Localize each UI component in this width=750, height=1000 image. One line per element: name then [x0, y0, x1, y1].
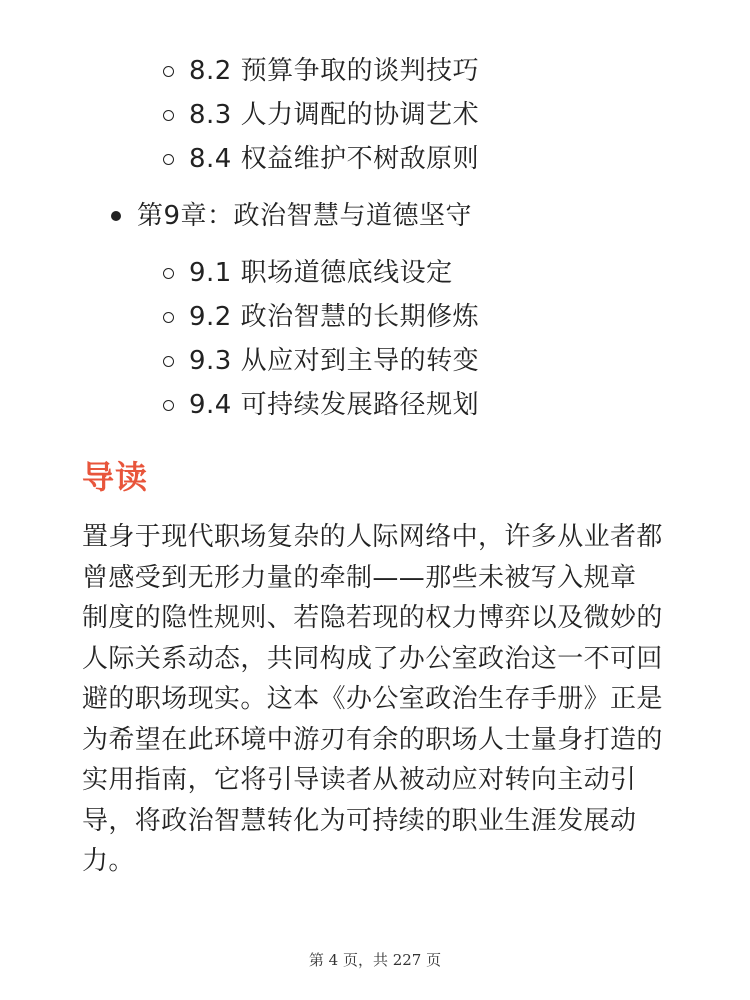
toc-item-9-3: [163, 344, 479, 378]
hollow-circle-bullet-icon: [163, 110, 174, 121]
paragraph-line: 曾感受到无形力量的牵制——那些未被写入规章: [82, 562, 637, 593]
toc-chapter-label: 第9章：政治智慧与道德坚守: [137, 201, 473, 231]
paragraph-line: 实用指南，它将引导读者从被动应对转向主动引: [82, 765, 637, 795]
intro-paragraph: [82, 517, 672, 882]
paragraph-line: 制度的隐性规则、若隐若现的权力博弈以及微妙的: [82, 603, 663, 633]
paragraph-line: 力。: [82, 846, 135, 876]
toc-item-label: 9.3 从应对到主导的转变: [189, 346, 480, 376]
paragraph-line: 导，将政治智慧转化为可持续的职业生涯发展动: [82, 805, 637, 836]
paragraph-line: 避的职场现实。这本《办公室政治生存手册》正是: [82, 684, 663, 714]
toc-item-label: 8.4 权益维护不树敌原则: [189, 144, 480, 174]
toc-item-label: 8.3 人力调配的协调艺术: [189, 100, 480, 130]
hollow-circle-bullet-icon: [163, 312, 174, 323]
filled-circle-bullet-icon: [111, 211, 121, 221]
toc-item-9-2: [163, 300, 479, 334]
page-number: 第 4 页，共 227 页: [308, 951, 442, 969]
toc-item-9-1: [163, 256, 453, 290]
hollow-circle-bullet-icon: [163, 268, 174, 279]
hollow-circle-bullet-icon: [163, 66, 174, 77]
hollow-circle-bullet-icon: [163, 154, 174, 165]
paragraph-line: 置身于现代职场复杂的人际网络中，许多从业者都: [82, 522, 663, 552]
toc-item-8-2: [163, 54, 479, 88]
paragraph-line: 人际关系动态，共同构成了办公室政治这一不可回: [82, 643, 663, 674]
toc-chapter-9: [111, 199, 472, 233]
toc-item-label: 9.1 职场道德底线设定: [189, 258, 453, 288]
intro-heading: 导读: [82, 458, 149, 496]
hollow-circle-bullet-icon: [163, 356, 174, 367]
toc-item-9-4: [163, 388, 479, 422]
toc-item-label: 8.2 预算争取的谈判技巧: [189, 56, 480, 86]
toc-item-label: 9.2 政治智慧的长期修炼: [189, 302, 480, 332]
toc-item-8-3: [163, 98, 479, 132]
hollow-circle-bullet-icon: [163, 400, 174, 411]
toc-item-label: 9.4 可持续发展路径规划: [189, 390, 480, 420]
paragraph-line: 为希望在此环境中游刃有余的职场人士量身打造的: [82, 724, 663, 755]
toc-item-8-4: [163, 142, 479, 176]
